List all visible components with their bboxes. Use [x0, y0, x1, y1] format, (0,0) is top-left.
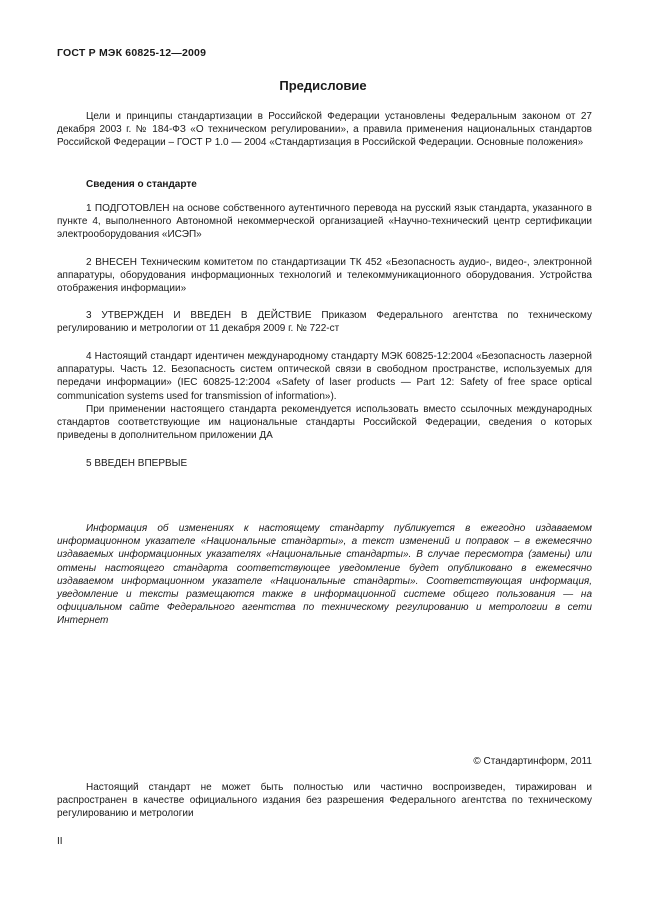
foreword-intro-paragraph: Цели и принципы стандартизации в Российской Федерации установлены Федеральным законом от 27 декабря 2003 г. № 184-ФЗ «О техническом регулировании», а правила применения национальных стандартов Российской Федерации – ГОСТ Р 1.0 — 2004 «Стандартизация в Российской Федерации. Основные положения» — [57, 111, 592, 149]
standard-info-subtitle-block — [57, 178, 592, 191]
item-4-block — [57, 350, 592, 442]
item-1-prepared: 1 ПОДГОТОВЛЕН на основе собственного аутентичного перевода на русский язык стандарта, указанного в пункте 4, выполненного Автономной некоммерческой организацией «Научно-технический центр сертификации электрооборудования «ИСЭП» — [57, 203, 592, 241]
foreword-title: Предисловие — [279, 78, 367, 93]
item-2-block — [57, 256, 592, 296]
notice-block — [57, 522, 592, 628]
item-2-submitted: 2 ВНЕСЕН Техническим комитетом по стандартизации ТК 452 «Безопасность аудио-, видео-, электронной аппаратуры, оборудования информационных технологий и телекоммуникационного оборудования. Устройства отображения информации» — [57, 257, 592, 295]
item-3-approved: 3 УТВЕРЖДЕН И ВВЕДЕН В ДЕЙСТВИЕ Приказом Федерального агентства по техническому регулированию и метрологии от 11 декабря 2009 г. № 722-ст — [57, 310, 592, 335]
legal-block — [57, 781, 592, 821]
item-1-block — [57, 202, 592, 242]
page-number: II — [57, 836, 63, 847]
item-4-identical: 4 Настоящий стандарт идентичен международному стандарту МЭК 60825-12:2004 «Безопасность лазерной аппаратуры. Часть 12. Безопасность систем оптической связи в свободном пространстве, используемых для передачи информации» (IEC 60825-12:2004 «Safety of laser products — Part 12: Safety of free space optical communication systems used for transmission of information»). — [57, 351, 592, 402]
item-4-note: При применении настоящего стандарта рекомендуется использовать вместо ссылочных международных стандартов соответствующие им национальные стандарты Российской Федерации, сведения о которых приведены в дополнительном приложении ДА — [57, 403, 592, 442]
copyright-notice: © Стандартинформ, 2011 — [473, 756, 592, 767]
standard-code-header: ГОСТ Р МЭК 60825-12—2009 — [57, 47, 207, 59]
item-5-block — [57, 457, 592, 470]
reproduction-restriction-paragraph: Настоящий стандарт не может быть полностью или частично воспроизведен, тиражирован и распространен в качестве официального издания без разрешения Федерального агентства по техническому регулированию и метрологии — [57, 782, 592, 820]
foreword-intro-block — [57, 110, 592, 150]
item-5-introduced: 5 ВВЕДЕН ВПЕРВЫЕ — [86, 458, 188, 469]
standard-info-subtitle: Сведения о стандарте — [86, 179, 197, 190]
item-3-block — [57, 309, 592, 335]
changes-notice-paragraph: Информация об изменениях к настоящему стандарту публикуется в ежегодно издаваемом информационном указателе «Национальные стандарты», а текст изменений и поправок – в ежемесячно издаваемых информационных указателях «Национальные стандарты». В случае пересмотра (замены) или отмены настоящего стандарта соответствующее уведомление будет опубликовано в ежемесячно издаваемом информационном указателе «Национальные стандарты». Соответствующая информация, уведомление и тексты размещаются также в информационной системе общего пользования — на официальном сайте Федерального агентства по техническому регулированию и метрологии в сети Интернет — [57, 523, 592, 627]
